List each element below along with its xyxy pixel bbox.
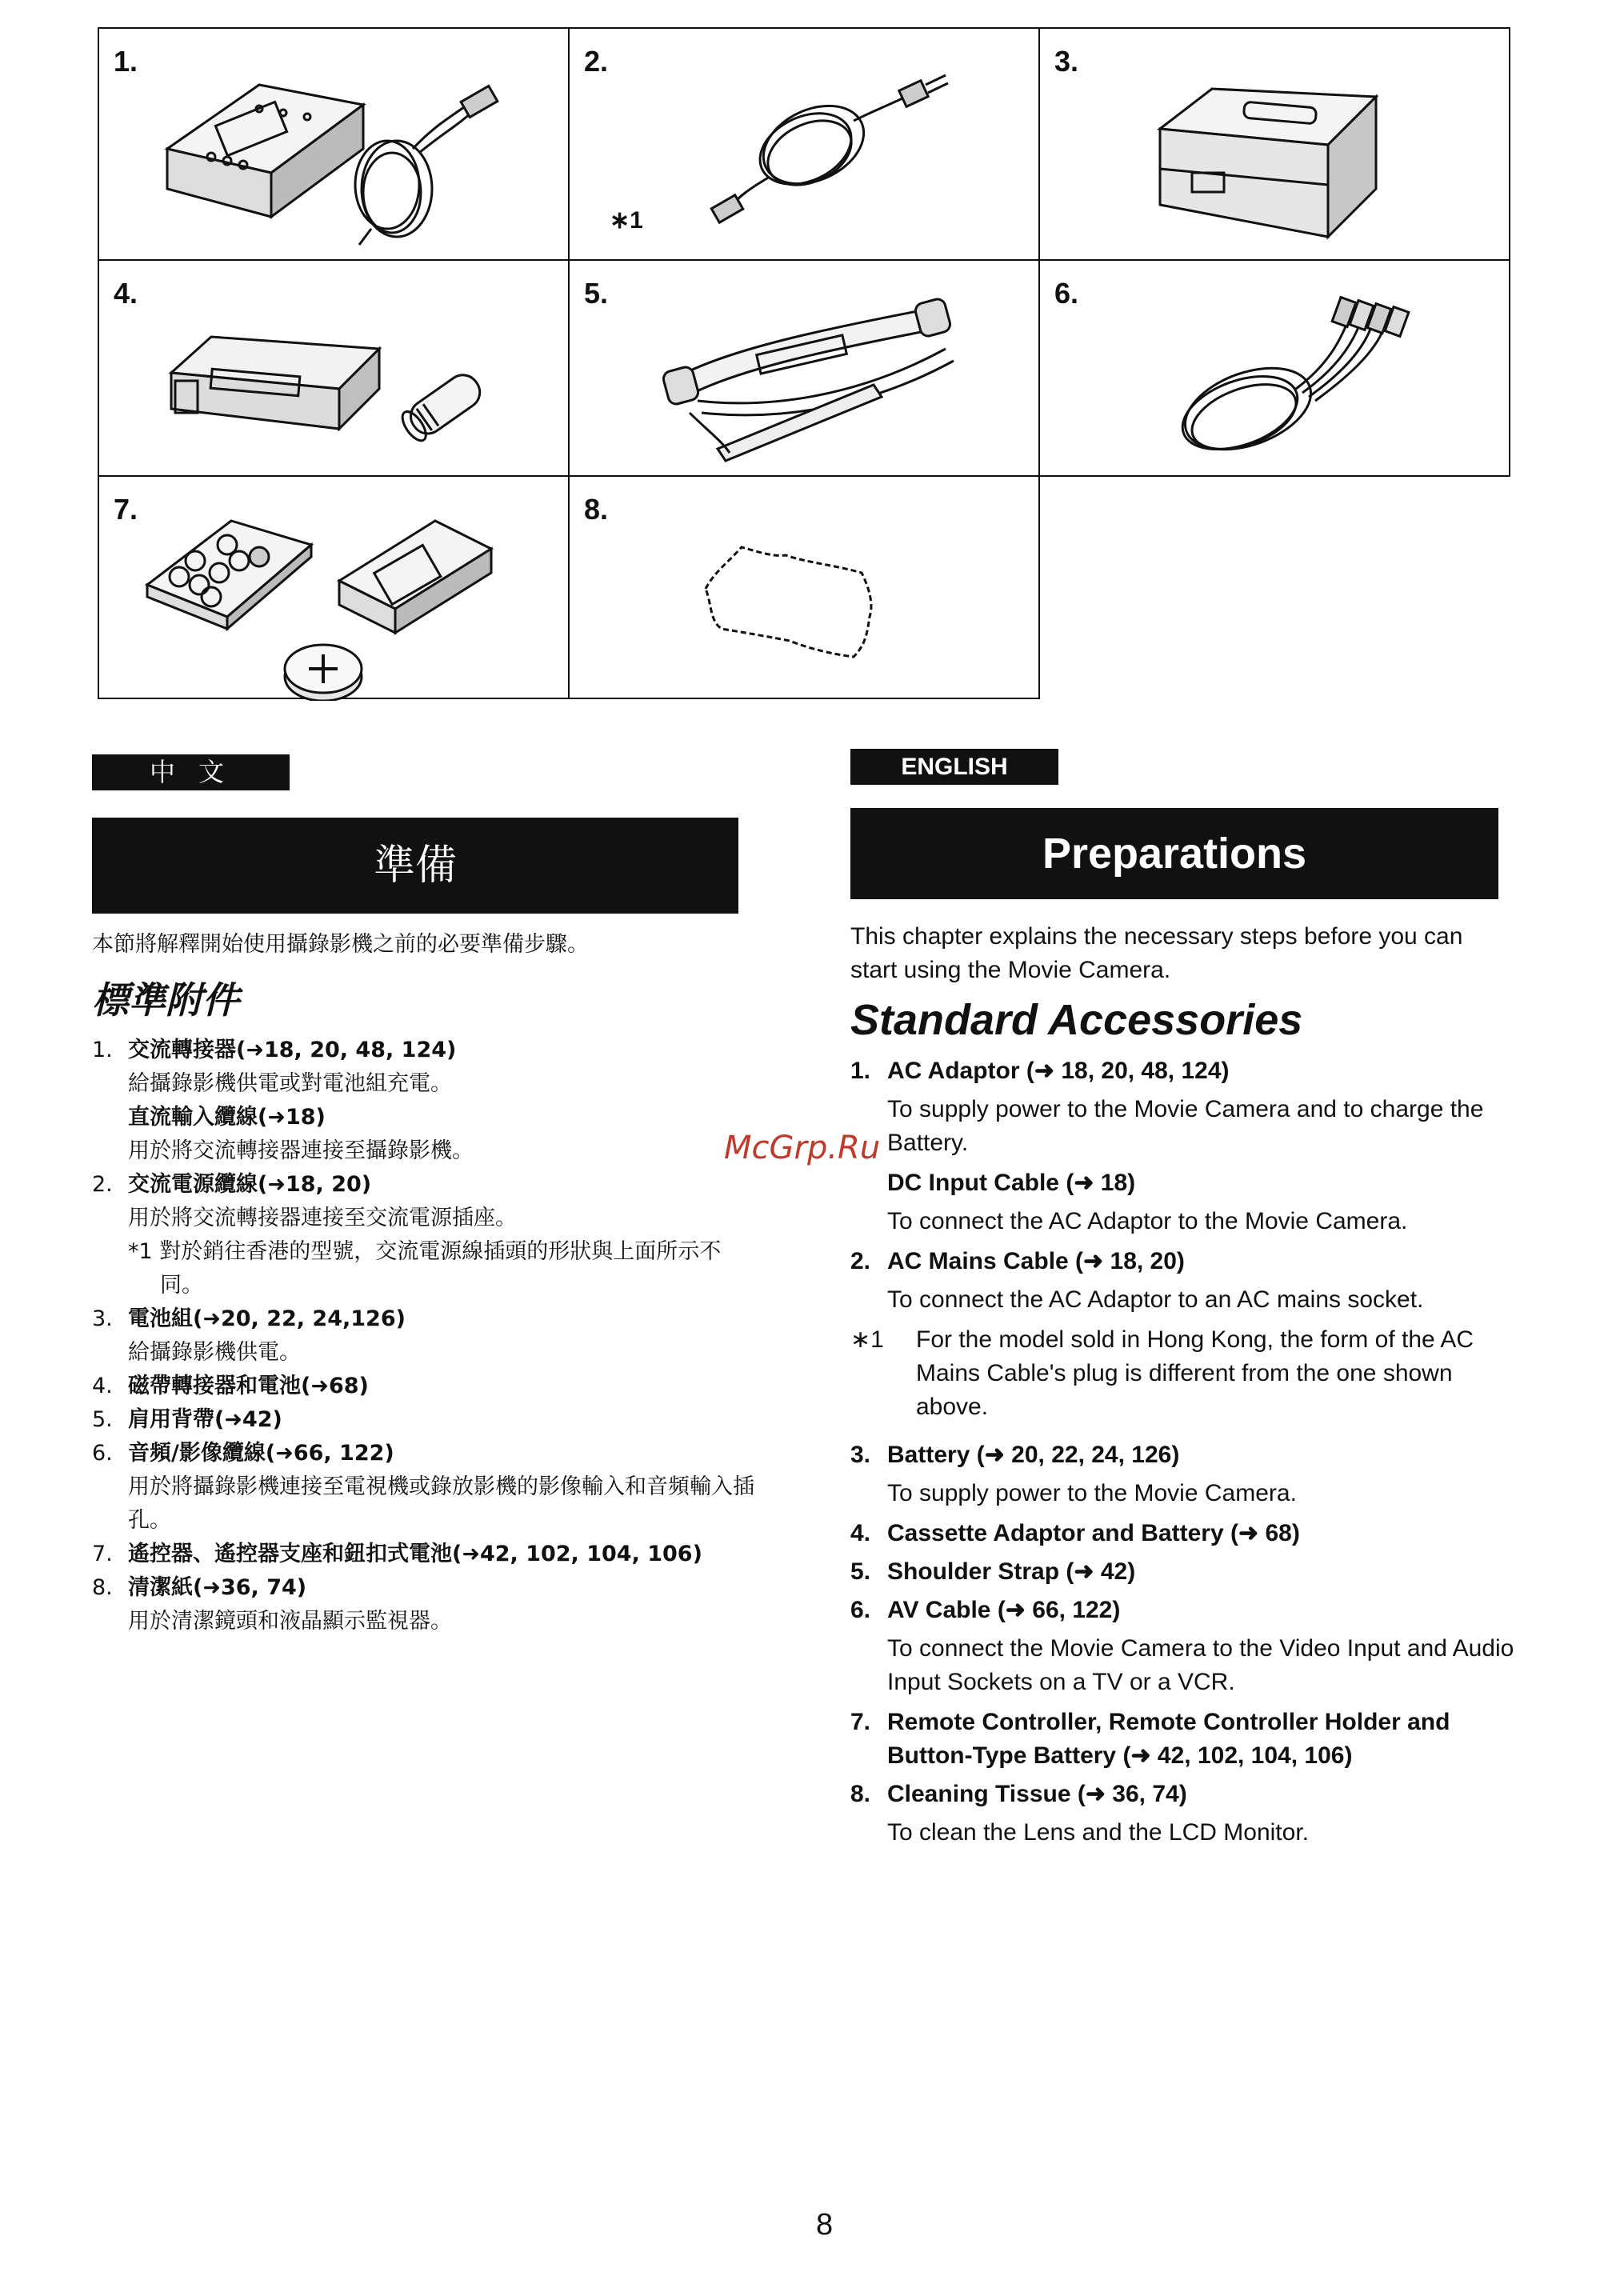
page-number: 8 [816, 2208, 834, 2242]
chinese-column [92, 928, 756, 1638]
chinese-item-5: 5. 肩用背帶(➜42) [92, 1407, 282, 1432]
ac-adaptor-with-cable-icon [99, 29, 571, 262]
chinese-item-2: 2. 交流電源纜線(➜18, 20) 用於將交流轉接器連接至交流電源插座。 *1 對於銷往香港的型號，交流電源線插頭的形狀與上面所示不同。 [92, 1168, 756, 1302]
chinese-intro: 本節將解釋開始使用攝錄影機之前的必要準備步驟。 [92, 932, 589, 957]
battery-pack-icon [1040, 29, 1512, 262]
chinese-title-banner: 準備 [92, 818, 738, 914]
english-language-tag: ENGLISH [850, 749, 1058, 785]
chinese-item-3: 3. 電池組(➜20, 22, 24,126) 給攝錄影機供電。 [92, 1306, 406, 1365]
accessory-number: 6. [1054, 277, 1079, 310]
accessory-cell-4 [98, 259, 570, 477]
accessory-note: ∗1 [610, 207, 643, 234]
accessory-number: 8. [584, 493, 609, 526]
english-title-banner: Preparations [850, 808, 1498, 899]
english-intro: This chapter explains the necessary steps before you can start using the Movie Camera. [850, 923, 1463, 983]
english-heading: Standard Accessories [850, 996, 1303, 1044]
shoulder-strap-icon [570, 261, 1042, 478]
accessory-number: 2. [584, 45, 609, 78]
chinese-language-tag: 中 文 [92, 754, 290, 790]
english-footnote: ∗1 For the model sold in Hong Kong, the form of the AC Mains Cable's plug is different from the one shown above. [850, 1326, 1474, 1420]
english-item-5: 5. Shoulder Strap (➜ 42) [850, 1558, 1136, 1585]
accessory-number: 4. [114, 277, 138, 310]
chinese-heading: 標準附件 [92, 978, 239, 1022]
accessory-number: 1. [114, 45, 138, 78]
accessory-cell-7 [98, 475, 570, 699]
accessory-cell-3 [1038, 27, 1510, 261]
accessory-cell-5 [568, 259, 1040, 477]
english-column [850, 920, 1514, 1856]
chinese-footnote: *1 對於銷往香港的型號，交流電源線插頭的形狀與上面所示不同。 [128, 1239, 722, 1298]
english-item-6: 6. AV Cable (➜ 66, 122) To connect the Movie Camera to the Video Input and Audio Input Sockets on a TV or a VCR. [850, 1597, 1514, 1695]
chinese-item-4: 4. 磁帶轉接器和電池(➜68) [92, 1374, 369, 1398]
chinese-item-8: 8. 清潔紙(➜36, 74) 用於清潔鏡頭和液晶顯示監視器。 [92, 1575, 452, 1634]
english-item-7: 7. Remote Controller, Remote Controller Holder and Button-Type Battery (➜ 42, 102, 104, 106) [850, 1709, 1450, 1769]
english-item-4: 4. Cassette Adaptor and Battery (➜ 68) [850, 1520, 1300, 1546]
av-cable-icon [1040, 261, 1512, 478]
cleaning-tissue-icon [570, 477, 1042, 701]
remote-controller-holder-battery-icon [99, 477, 571, 701]
chinese-item-1: 1. 交流轉接器(➜18, 20, 48, 124) 給攝錄影機供電或對電池組充電。 直流輸入纜線(➜18) 用於將交流轉接器連接至攝錄影機。 [92, 1038, 474, 1163]
accessory-number: 5. [584, 277, 609, 310]
english-item-8: 8. Cleaning Tissue (➜ 36, 74) To clean the Lens and the LCD Monitor. [850, 1781, 1309, 1846]
accessory-cell-6 [1038, 259, 1510, 477]
accessory-number: 7. [114, 493, 138, 526]
accessory-cell-1 [98, 27, 570, 261]
accessory-number: 3. [1054, 45, 1079, 78]
accessory-cell-8 [568, 475, 1040, 699]
watermark: McGrp.Ru [724, 1130, 881, 1166]
chinese-item-7: 7. 遙控器、遙控器支座和鈕扣式電池(➜42, 102, 104, 106) [92, 1542, 702, 1566]
chinese-item-6: 6. 音頻/影像纜線(➜66, 122) 用於將攝錄影機連接至電視機或錄放影機的影像輸入和音頻輸入插孔。 [92, 1441, 754, 1533]
english-item-2: 2. AC Mains Cable (➜ 18, 20) To connect the AC Adaptor to an AC mains socket. [850, 1248, 1424, 1313]
cassette-adaptor-and-battery-icon [99, 261, 571, 478]
english-item-1: 1. AC Adaptor (➜ 18, 20, 48, 124) To supply power to the Movie Camera and to charge the Battery. DC Input Cable (➜ 18) To connect the AC Adaptor to the Movie Camera. [850, 1058, 1484, 1234]
accessory-cell-2 [568, 27, 1040, 261]
english-item-3: 3. Battery (➜ 20, 22, 24, 126) To supply power to the Movie Camera. [850, 1442, 1297, 1506]
